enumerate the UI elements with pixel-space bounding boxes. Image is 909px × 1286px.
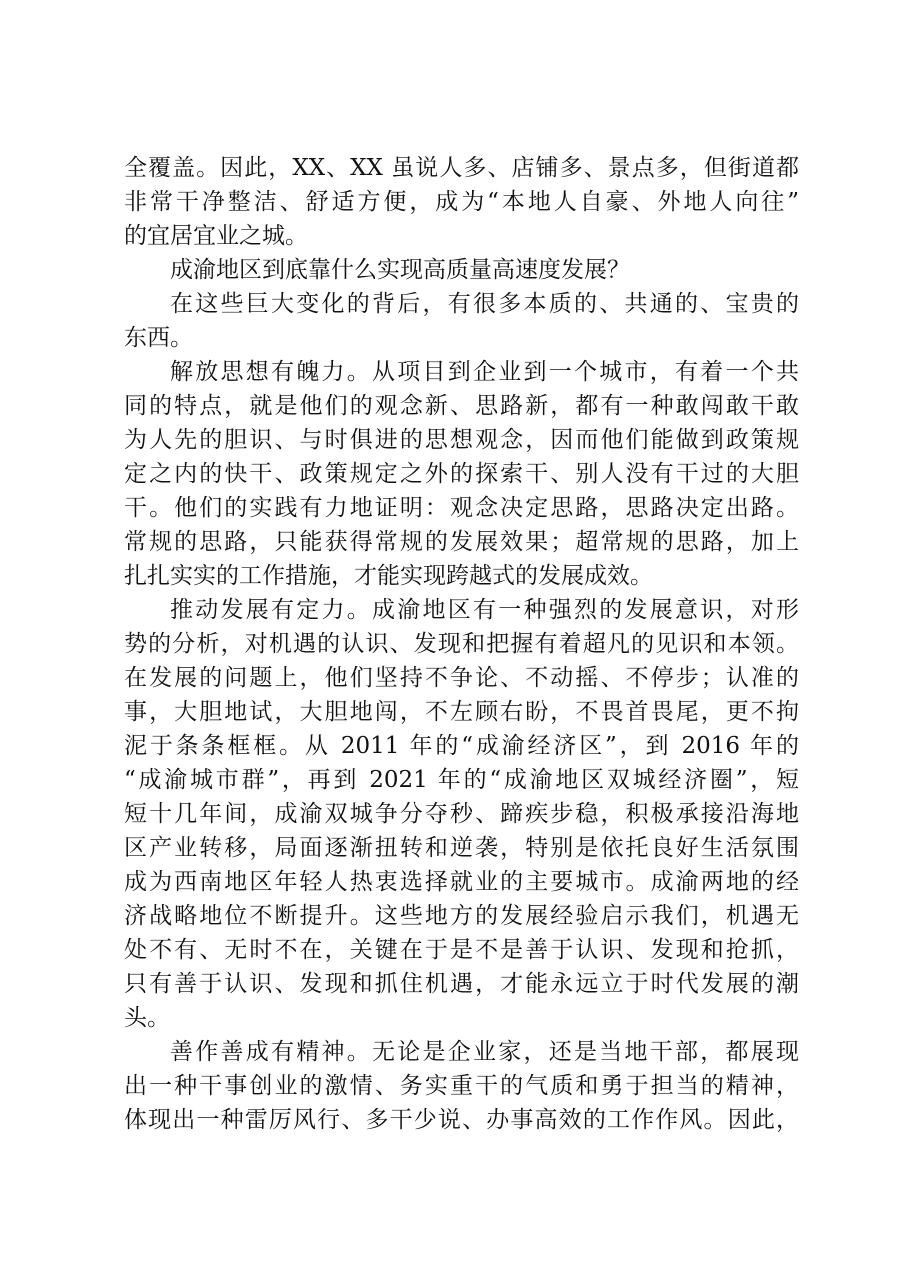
text-line: “成渝城市群”，再到 2021 年的“成渝地区双城经济圈”，短 — [124, 767, 799, 793]
text-line: 成为西南地区年轻人热衷选择就业的主要城市。成渝两地的经 — [124, 869, 799, 895]
text-line: 区产业转移，局面逐渐扭转和逆袭，特别是依托良好生活氛围 — [124, 835, 799, 861]
text-line: 出一种干事创业的激情、务实重干的气质和勇于担当的精神， — [124, 1073, 799, 1099]
text-line: 体现出一种雷厉风行、多干少说、办事高效的工作作风。因此， — [124, 1107, 799, 1133]
text-line: 的宜居宜业之城。 — [124, 223, 308, 249]
text-line: 头。 — [124, 1005, 170, 1031]
text-line: 泥于条条框框。从 2011 年的“成渝经济区”，到 2016 年的 — [124, 733, 799, 759]
text-line: 全覆盖。因此，XX、XX 虽说人多、店铺多、景点多，但街道都 — [124, 155, 799, 181]
text-line: 常规的思路，只能获得常规的发展效果；超常规的思路，加上 — [124, 529, 799, 555]
body-text — [124, 151, 799, 1137]
text-line: 同的特点，就是他们的观念新、思路新，都有一种敢闯敢干敢 — [124, 393, 799, 419]
text-line: 处不有、无时不在，关键在于是不是善于认识、发现和抢抓， — [124, 937, 799, 963]
text-line: 非常干净整洁、舒适方便，成为“本地人自豪、外地人向往” — [124, 189, 799, 215]
text-line: 势的分析，对机遇的认识、发现和把握有着超凡的见识和本领。 — [124, 631, 799, 657]
text-line: 短十几年间，成渝双城争分夺秒、蹄疾步稳，积极承接沿海地 — [124, 801, 799, 827]
text-line: 干。他们的实践有力地证明：观念决定思路，思路决定出路。 — [124, 495, 799, 521]
paragraph-start-line: 推动发展有定力。成渝地区有一种强烈的发展意识，对形 — [170, 597, 799, 623]
paragraph-start-line: 善作善成有精神。无论是企业家，还是当地干部，都展现 — [170, 1039, 799, 1065]
text-line: 定之内的快干、政策规定之外的探索干、别人没有干过的大胆 — [124, 461, 799, 487]
text-line: 事，大胆地试，大胆地闯，不左顾右盼，不畏首畏尾，更不拘 — [124, 699, 799, 725]
paragraph-start-line: 成渝地区到底靠什么实现高质量高速度发展？ — [170, 257, 630, 283]
paragraph-start-line: 解放思想有魄力。从项目到企业到一个城市，有着一个共 — [170, 359, 799, 385]
paragraph-start-line: 在这些巨大变化的背后，有很多本质的、共通的、宝贵的 — [170, 291, 799, 317]
text-line: 东西。 — [124, 325, 193, 351]
text-line: 济战略地位不断提升。这些地方的发展经验启示我们，机遇无 — [124, 903, 799, 929]
text-line: 扎扎实实的工作措施，才能实现跨越式的发展成效。 — [124, 563, 653, 589]
text-line: 为人先的胆识、与时俱进的思想观念，因而他们能做到政策规 — [124, 427, 799, 453]
text-line: 在发展的问题上，他们坚持不争论、不动摇、不停步；认准的 — [124, 665, 799, 691]
text-line: 只有善于认识、发现和抓住机遇，才能永远立于时代发展的潮 — [124, 971, 799, 997]
